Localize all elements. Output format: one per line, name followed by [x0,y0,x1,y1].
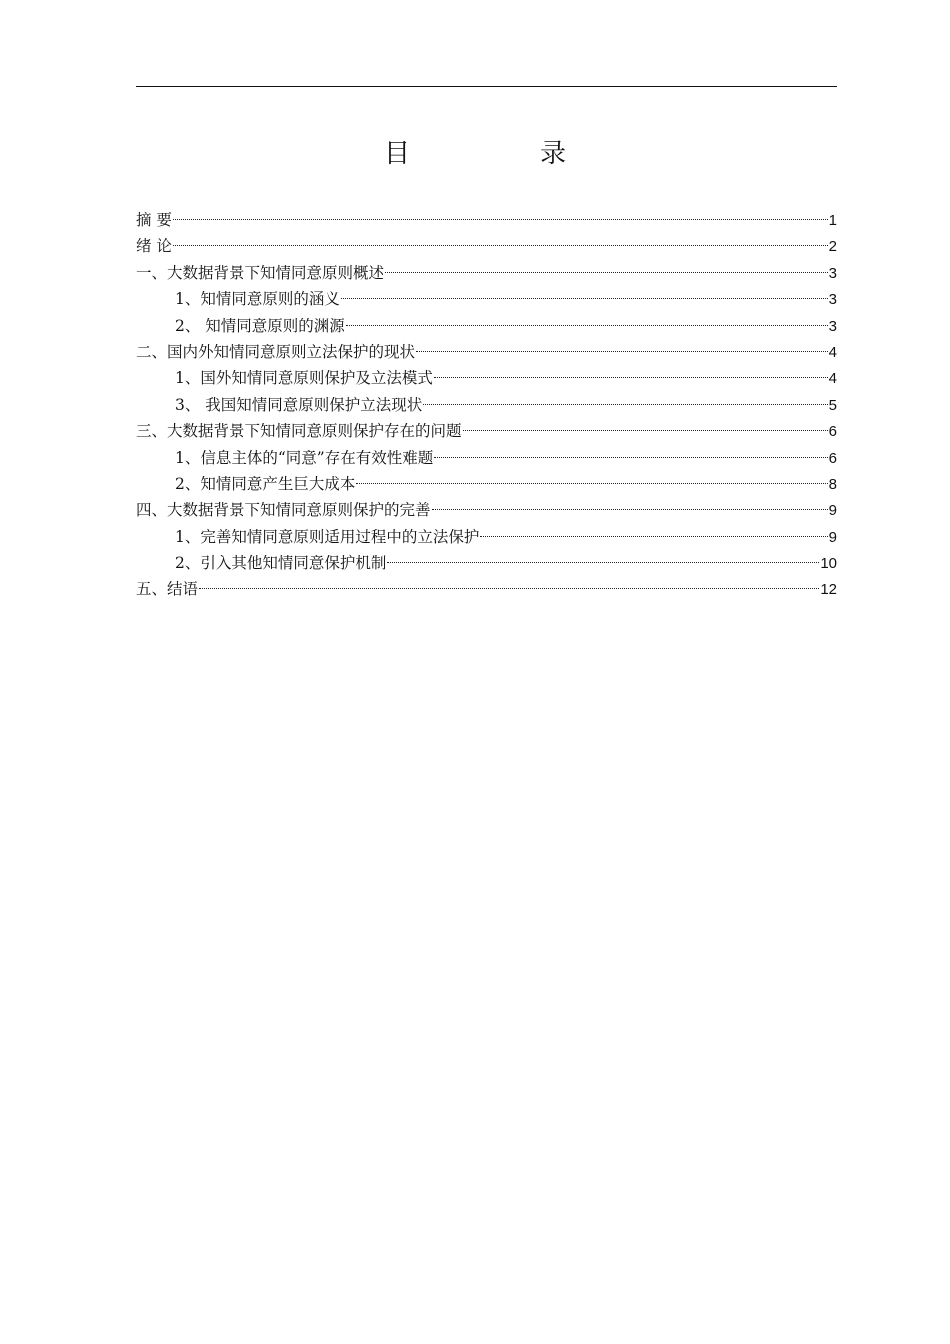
toc-page-number: 1 [828,212,837,229]
toc-entry-chapter-2[interactable] [136,339,837,365]
toc-dot-leader [199,588,819,589]
toc-entry-abstract[interactable] [136,207,837,233]
toc-entry-label: 1、国外知情同意原则保护及立法模式 [175,369,433,388]
toc-entry-label: 绪 论 [136,237,172,256]
toc-entry-label: 2、 知情同意原则的渊源 [175,316,345,335]
toc-dot-leader [480,536,827,537]
toc-entry-section-3-1[interactable] [136,445,837,471]
toc-entry-section-1-1[interactable] [136,286,837,312]
toc-page-number: 10 [820,555,837,573]
toc-page-number: 9 [828,502,837,520]
toc-entry-chapter-4[interactable] [136,497,837,523]
toc-entry-label: 四、大数据背景下知情同意原则保护的完善 [136,501,431,520]
toc-page-number: 4 [828,370,837,388]
toc-entry-label: 2、知情同意产生巨大成本 [175,474,356,493]
toc-page-number: 8 [828,475,837,493]
toc-dot-leader [423,404,827,405]
table-of-contents [136,207,837,603]
toc-entry-label: 五、结语 [136,580,199,599]
page-title: 目 录 [383,139,618,169]
toc-entry-label: 摘 要 [136,211,172,229]
toc-entry-label: 1、完善知情同意原则适用过程中的立法保护 [175,527,480,546]
toc-dot-leader [416,351,828,352]
toc-dot-leader [356,483,827,484]
toc-page-number: 9 [828,528,837,546]
toc-entry-section-2-1[interactable] [136,365,837,391]
toc-entry-chapter-1[interactable] [136,260,837,286]
toc-entry-section-2-2[interactable] [136,392,837,418]
toc-page-number: 6 [828,423,837,441]
toc-entry-label: 一、大数据背景下知情同意原则概述 [136,263,385,282]
toc-entry-introduction[interactable] [136,233,837,259]
toc-dot-leader [387,562,819,563]
header-rule [136,86,837,87]
toc-dot-leader [463,430,828,431]
toc-entry-label: 2、引入其他知情同意保护机制 [175,554,387,573]
toc-dot-leader [173,245,828,246]
toc-page-number: 3 [828,317,837,335]
toc-entry-section-4-1[interactable] [136,524,837,550]
toc-dot-leader [434,457,827,458]
toc-dot-leader [432,509,828,510]
toc-dot-leader [434,377,828,378]
toc-page-number: 3 [828,264,837,282]
toc-entry-label: 三、大数据背景下知情同意原则保护存在的问题 [136,422,462,441]
toc-entry-chapter-3[interactable] [136,418,837,444]
toc-dot-leader [173,219,828,220]
toc-page-number: 6 [828,449,837,467]
toc-entry-section-1-2[interactable] [136,313,837,339]
toc-entry-label: 3、 我国知情同意原则保护立法现状 [175,395,423,414]
toc-page-number: 2 [828,238,837,256]
toc-entry-section-4-2[interactable] [136,550,837,576]
toc-entry-section-3-2[interactable] [136,471,837,497]
toc-entry-label: 1、知情同意原则的涵义 [175,290,340,309]
toc-dot-leader [341,298,828,299]
toc-entry-conclusion[interactable] [136,576,837,602]
toc-page-number: 12 [820,581,837,599]
toc-dot-leader [346,325,828,326]
toc-page-number: 3 [828,291,837,309]
toc-dot-leader [385,272,828,273]
toc-entry-label: 1、信息主体的“同意”存在有效性难题 [175,448,434,467]
toc-page-number: 5 [828,396,837,414]
toc-entry-label: 二、国内外知情同意原则立法保护的现状 [136,342,416,361]
toc-page-number: 4 [828,343,837,361]
